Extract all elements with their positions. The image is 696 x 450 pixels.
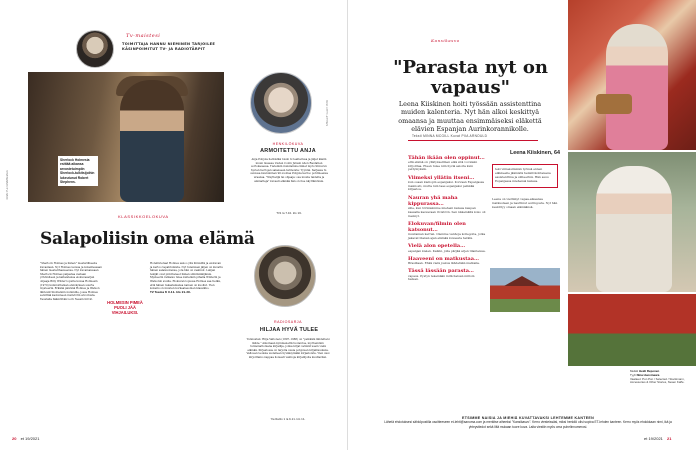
styling-label: Tyyli [630,372,636,377]
qa-question: Viimeksi yllätin itseni… [408,174,475,181]
house-photo-small [568,294,696,366]
qa-answer: muutaman kerran. Olemme vanhoja kollegoita, jotka jakavat ihanan ajan elämää kuvaavia hetkiä. [408,232,486,241]
leena-box: teki viimeisimmän työnsä ennen eläkkeelle jäämistä henkilökohtaisena assistenttina ja sihteerinä. Hän asuu Espanjassa miehensä kanssa. [492,164,558,188]
kansikasvo-standfirst: Leena Kiiskinen hoiti työssään assistenttina muiden kalenteria. Nyt hän alkoi keskittyä omaansa ja muuttaa ensimmäiseksi eläkettä elävien Espanjan Aurinkorannikolle. [398,100,542,134]
qa-question: Haaveeni on matkustaa… [408,255,480,262]
anja-portrait [250,72,312,134]
stylist: Nina Huovinaara [636,372,660,377]
henkilokuva-text: Anja Pohjola herkistää toisin tv-teatterissa ja jäljet käsiin muun muassa Uuden roolin Juhani Ahon Rautatien sortokauessa. Tietenkin muistamme hänet myös 90-luvun hyvien herrojen sakeiseen-tarinoista: Tyynnä. Sarjassa tv-osioissa kuuluminen 90-vuotias Pohjola kertoo pohtineensa uraansa. "Näyttelijä tai ohjaaja: osa muuta taidetta ja ammatteja" kuvasti elämää hän on itse näyttämönsä. [250,158,328,183]
leena-figure-2 [596,166,672,292]
tv-kicker: Tv-maistesi [126,33,161,39]
qa-answer: sille, kun törmäsimme mieheni kanssa kaupan kassalla kasvavaan rivistöön. Sen näkemällä koko oli mennyt. [408,206,486,218]
klassikko-headline: Salapoliisin oma elämä [40,229,255,249]
radio-headline: HILJAA HYVÄ TULEE [259,327,319,333]
footer-text: Lähetä ehdotuksesi sähköpostilla osoitteeseen et-lehti@sanoma.com ja merkitse aiheeksi "Kansikasvo". Kerro viesteissäsi, miksi henkilö olisi sopiva ET-lehden kanteen. Kerro myös ehdokkaan nimi, ikä ja yhteystiedot sekä liitä mukaan tuore kuva. Laita viestiin myös oma puhelinnumerosi. [384,420,672,429]
radio-body: Tunnustan: Hilja Valtonen (1897–1988) on "pelkkäni lähdetteni lähde." Aikoinaan kymmenettä tuotantoa, myöhemmin tuntemattomana kirjailija, jonka kirjat vetävät usein vielä elämää. Kirjastossa on tarjolla uusia pohjoisen kirjallisuuksia. Valtosen teoksia uudelleen hyväksymään kirjastoista. Ylen uusi kirjoittamo nappaa iloisesti vanhoja kirjailijoita kuultaviksi. [246,338,330,359]
author-portrait [76,30,114,68]
leena-photo-top [568,0,696,150]
qa-answer: espanjan kielen. Kaikki, jolla pärjää arjen tilanteissa. [408,248,486,253]
qa-question: Tähän ikään olen oppinut… [408,154,485,161]
henkilokuva-kicker: HENKILÖKUVA [272,142,304,146]
qa-answer: vapaus. Pystyn tekemään mitä haluan milloin haluan. [408,273,475,282]
footer-callout [378,416,678,429]
magazine-issue: et 19/2021 [20,436,40,441]
makeup-artist: Heidi Reponen [639,369,660,373]
klassikko-col-b [150,262,224,294]
page-number: 21 [667,436,672,441]
page-number: 20 [12,436,17,441]
photo-caption [630,370,692,385]
henkilokuva-headline: ARMOITETTU ANJA [260,148,316,154]
article-credits: Teksti MINNA MCGILL Kuvat PIIA ARNOULD [412,134,488,138]
sherlock-photo [28,72,224,202]
footer-title: ETSIMME NAISIA JA MIEHIÄ KUVATTAVAKSI LEHTEMME KANTEEN [462,416,594,420]
klassikko-col-b-text: Hotellivieraat Holmes sanoo yhä ihmisiltä ja elokuvan ja kertoo tapahtumista. Nyt tulemisen jäljen on kuvattu hänen salaisuutensa, jota hän on vaalinut. Lahjan tekijät ovat piilottaneet hänen silminnäkijänsä. Mysteerin ratkaisu tulee kuitenkin pihalla Wilderin ja Watsonin avulla. Elokuvan lopussa Holmes saa tietää, että hänen rakastamansa nainen on kuollut. Ylen kokeilu on muuten korkeatasoinen klassikko. [150,262,223,291]
henkilokuva-time: TV1 la 7.10. klo 19. [276,212,302,215]
photos-column [568,0,696,450]
qa-list [408,152,486,282]
radio-kicker: RADIOSARJA [274,320,302,324]
house-photo [490,268,560,312]
page-number-left [12,436,39,441]
sherlock-caption: Sherlock Holmesia esittää aikansa arvostetuimpiin Sherlock-tulkitsijoihin lukeutunut Robert Stephens. [58,156,98,186]
klassikko-col-a: "Sherlock Holmes ja hänen" mestarillisesta kuvastaan. Nyt Holmes isoissa ja kokeillessaan hänen mestarihaaveensa. Nyt kuvamaissaan Sherlock Holmes paljastaa vastaan yöhömiteen ja kaltaistensa elokuvasarjan ohjaaja Billy Wilder lopulta kuvaa Holmesin (1970) kunnioittaman etsiväyksen suurta mysteeriä. Eräänä päivänä Holmes ja Watson lähtevät Skotlannin nummille, jossa Holmes selvittää kadonneen insinöörin arvoitusta. Taustalla häämöttää Loch Nessin hirviö. [40,262,102,301]
hilja-portrait [254,245,316,307]
kansikasvo-headline: "Parasta nyt on vapaus" [393,57,548,98]
qa-question: Tässä lässään parasta… [408,268,474,275]
clothing-details: Vaatteet: Pon Pon / Selected / Stockmann, Accessories & Other Stories, Nesen Kaffe. [630,376,685,385]
qa-question: Elokuvan/filmin olen katsonut… [408,220,466,234]
photo-credit: KUVA: YLE KUVAPALVELU [6,170,9,200]
right-page [348,0,696,450]
henkilokuva-body [248,158,330,183]
tv-byline: TOIMITTAJA HANNU NIEMINEN TARJOILEE KÄSINPOIMITUT TV- JA RADIOTÄRPIT [122,42,216,51]
qa-question: Vielä alon opetella… [408,243,466,250]
klassikko-kicker: KLASSIKKOELOKUVA [118,214,169,219]
page-number-right [644,436,671,441]
leena-figure [606,24,668,150]
radio-time: Yle Radio 1 la 6.11. klo 11. [270,418,306,421]
sherlock-figure [120,80,184,202]
makeup-label: Meikki [630,369,639,373]
qa-answer: kun osaan kieliopin espanjaksi. Korvaan Espanjassa mainiosti, mutta luin taas espanjaksi pelkkää kirjastoa. [408,179,485,192]
magazine-issue: et 19/2021 [644,436,663,441]
leena-name: Leena Kiiskinen, 64 [509,150,560,156]
leena-photo-mid [568,152,696,292]
roof [504,276,540,286]
qa-answer: että elämä on yllätyksellinen eikä sitä voi käsin kirjoittaa. Eteen tulee niin hyviä asioita kuin pettymyksiä. [408,159,478,172]
kansikasvo-kicker: Kansikasvo [431,38,460,43]
klassikko-pull-quote: HOLMESIN PIMEÄ PUOLI JÄÄ VIHJAILUKSI. [107,300,143,316]
qa-answer: Brasiliaan. Ehkä vielä joskus lähdetään matkalle. [408,261,481,266]
portrait-credit: KUVA: ANTTI LEHTINEN [325,100,327,126]
basket [596,94,632,114]
divider [408,140,538,141]
klassikko-time: TV Teema ti 9.11. klo 21.20. [150,290,191,294]
qa-question: Nauran yhä maha kippurassa… [408,194,458,207]
leena-more: Leena on viettänyt vapaa-aikaansa matkustaen ja nauttinut auringosta. Nyt hän keskittyy omaan elämäänsä. [492,197,558,209]
